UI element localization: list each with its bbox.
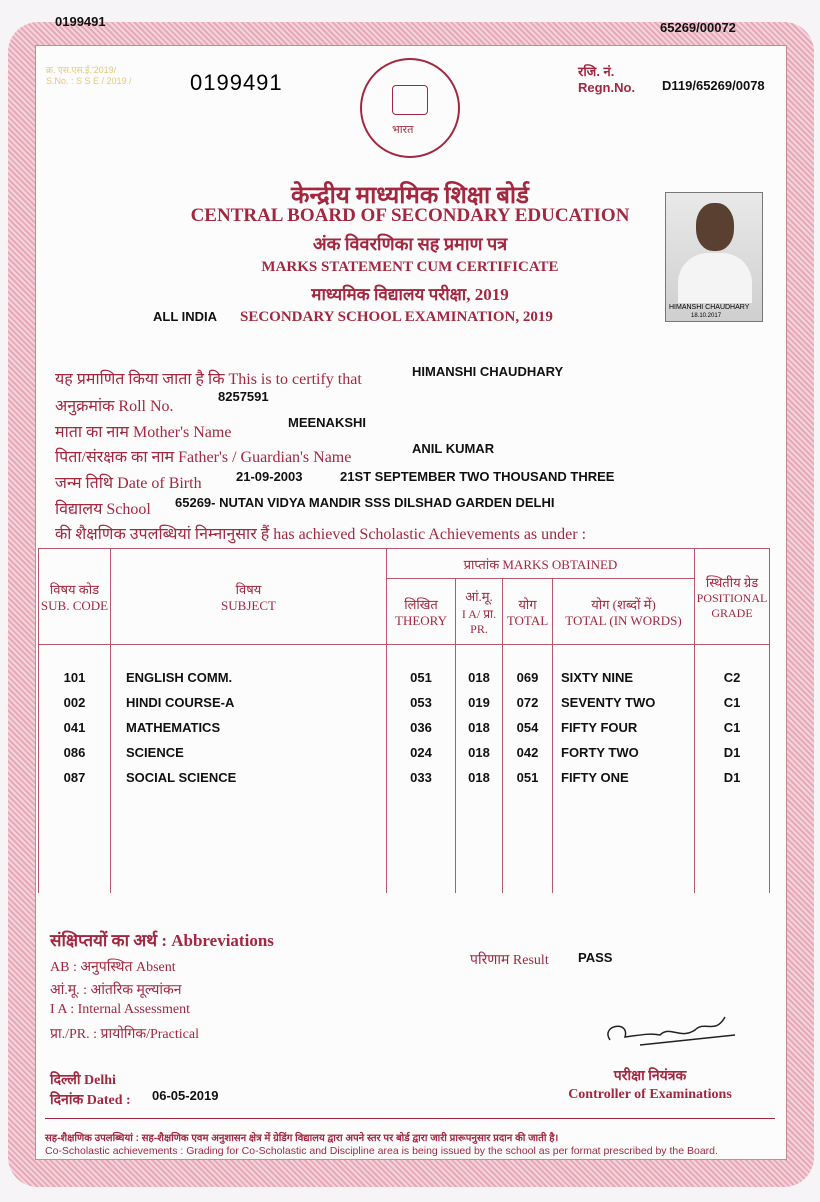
note: Co-Scholastic achievements : Grading for Co-Scholastic and Discipline area is being issued by the school as per format prescribed by the Board. bbox=[45, 1145, 718, 1157]
issue-date: 06-05-2019 bbox=[152, 1088, 219, 1103]
column-words bbox=[553, 645, 695, 894]
cell-total: 042 bbox=[516, 745, 539, 760]
board-name: CENTRAL BOARD OF SECONDARY EDUCATION bbox=[190, 205, 630, 226]
cell-grade: C1 bbox=[723, 720, 741, 735]
h-grade-hi: स्थितीय ग्रेड bbox=[705, 574, 759, 590]
cell-code: 101 bbox=[63, 670, 86, 685]
controller-label-hi: परीक्षा नियंत्रक bbox=[613, 1069, 687, 1084]
scope: ALL INDIA bbox=[153, 309, 218, 324]
cell-ia: 018 bbox=[468, 770, 490, 785]
column-subject bbox=[111, 645, 387, 894]
column-ia bbox=[456, 645, 503, 894]
school-label: विद्यालय School bbox=[55, 501, 151, 518]
footer-divider bbox=[45, 1118, 775, 1119]
mother-name: MEENAKSHI bbox=[288, 415, 367, 430]
h-grade: POSITIONAL GRADE bbox=[696, 590, 768, 620]
abbr-practical: प्रा./PR. : प्रायोगिक/Practical bbox=[50, 1027, 199, 1042]
abbr-title: संक्षिप्तयों का अर्थ : Abbreviations bbox=[50, 931, 274, 950]
marks-table bbox=[38, 548, 770, 893]
header-ia bbox=[456, 579, 503, 645]
photo-date: 18.10.2017 bbox=[691, 313, 722, 319]
header-total bbox=[503, 579, 553, 645]
roll-number: 8257591 bbox=[218, 389, 269, 404]
h-total-hi: योग bbox=[518, 596, 537, 612]
header-subject bbox=[111, 549, 387, 645]
cell-subject: SOCIAL SCIENCE bbox=[126, 770, 237, 785]
cell-ia: 018 bbox=[468, 670, 490, 685]
dob-words: 21ST SEPTEMBER TWO THOUSAND THREE bbox=[340, 469, 615, 484]
photo-caption: HIMANSHI CHAUDHARY bbox=[669, 304, 750, 311]
regn-label: Regn.No. bbox=[578, 80, 636, 95]
cbse-emblem bbox=[360, 58, 460, 158]
abbr-absent: AB : अनुपस्थित Absent bbox=[50, 960, 176, 975]
student-photo bbox=[665, 192, 763, 322]
cell-total: 069 bbox=[516, 670, 539, 685]
achieved-label: की शैक्षणिक उपलब्धियां निम्नानुसार हैं has achieved Scholastic Achievements as under : bbox=[55, 526, 587, 543]
serial-top-left: 0199491 bbox=[55, 14, 106, 29]
h-words-hi: योग (शब्दों में) bbox=[591, 596, 656, 612]
h-ia: I A/ प्रा. PR. bbox=[461, 606, 497, 636]
h-subject: SUBJECT bbox=[221, 597, 276, 613]
header-marks: प्राप्तांक MARKS OBTAINED bbox=[387, 549, 695, 579]
cell-subject: ENGLISH COMM. bbox=[126, 670, 233, 685]
cell-theory: 024 bbox=[410, 745, 432, 760]
regn-number: D119/65269/0078 bbox=[662, 78, 765, 93]
cell-theory: 053 bbox=[410, 695, 432, 710]
column-total bbox=[503, 645, 553, 894]
cell-theory: 051 bbox=[410, 670, 432, 685]
book-icon bbox=[392, 85, 428, 115]
sno-label: S.No. : S S E / 2019 / bbox=[46, 76, 132, 86]
cell-grade: D1 bbox=[723, 745, 741, 760]
cell-theory: 033 bbox=[410, 770, 432, 785]
emblem-text: भारत bbox=[392, 124, 414, 136]
student-name: HIMANSHI CHAUDHARY bbox=[412, 364, 564, 379]
exam-title-hi: माध्यमिक विद्यालय परीक्षा, 2019 bbox=[311, 285, 509, 304]
header-words bbox=[553, 579, 695, 645]
cell-words: SEVENTY TWO bbox=[561, 695, 656, 710]
cell-grade: C1 bbox=[723, 695, 741, 710]
result-label: परिणाम Result bbox=[470, 953, 549, 968]
column-theory bbox=[387, 645, 456, 894]
cell-words: FIFTY ONE bbox=[561, 770, 629, 785]
abbr-ia: I A : Internal Assessment bbox=[50, 1002, 190, 1017]
cell-code: 087 bbox=[63, 770, 86, 785]
cell-code: 086 bbox=[63, 745, 86, 760]
doc-title: MARKS STATEMENT CUM CERTIFICATE bbox=[261, 259, 559, 275]
cell-total: 051 bbox=[516, 770, 539, 785]
father-label: पिता/संरक्षक का नाम Father's / Guardian's Name bbox=[55, 449, 352, 466]
photo-head bbox=[696, 203, 734, 251]
father-name: ANIL KUMAR bbox=[412, 441, 495, 456]
place: दिल्ली Delhi bbox=[50, 1073, 116, 1088]
cell-words: FORTY TWO bbox=[561, 745, 639, 760]
h-code-hi: विषय कोड bbox=[49, 581, 100, 597]
cell-total: 054 bbox=[516, 720, 539, 735]
h-subject-hi: विषय bbox=[235, 581, 262, 597]
cell-words: FIFTY FOUR bbox=[561, 720, 638, 735]
cell-words: SIXTY NINE bbox=[561, 670, 634, 685]
serial-number: 0199491 bbox=[190, 70, 283, 95]
header-grade bbox=[695, 549, 770, 645]
header-theory bbox=[387, 579, 456, 645]
header-code bbox=[39, 549, 111, 645]
regn-label-hi: रजि. नं. bbox=[578, 64, 615, 79]
h-code: SUB. CODE bbox=[40, 597, 109, 613]
controller-label: Controller of Examinations bbox=[568, 1087, 732, 1102]
h-words: TOTAL (IN WORDS) bbox=[565, 612, 682, 628]
column-code bbox=[39, 645, 111, 894]
cell-code: 002 bbox=[63, 695, 86, 710]
abbr-ia-hi: आं.मू. : आंतरिक मूल्यांकन bbox=[50, 983, 182, 998]
school-name: 65269- NUTAN VIDYA MANDIR SSS DILSHAD GARDEN DELHI bbox=[175, 495, 555, 510]
h-ia-hi: आं.मू. bbox=[465, 588, 493, 604]
mother-label: माता का नाम Mother's Name bbox=[55, 424, 232, 441]
cell-theory: 036 bbox=[410, 720, 432, 735]
board-name-hi: केन्द्रीय माध्यमिक शिक्षा बोर्ड bbox=[291, 183, 529, 209]
certify-label: यह प्रमाणित किया जाता है कि This is to certify that bbox=[55, 371, 362, 388]
cell-ia: 018 bbox=[468, 745, 490, 760]
result-value: PASS bbox=[578, 950, 613, 965]
cell-subject: HINDI COURSE-A bbox=[126, 695, 235, 710]
cell-grade: C2 bbox=[723, 670, 741, 685]
controller-signature bbox=[600, 1005, 740, 1055]
h-theory-hi: लिखित bbox=[404, 596, 438, 612]
cell-grade: D1 bbox=[723, 770, 741, 785]
sno-label-hi: क्र. एस.एस.ई.'2019/ bbox=[46, 65, 117, 75]
h-total: TOTAL bbox=[506, 612, 549, 628]
note-hi: सह-शैक्षणिक उपलब्धियां : सह-शैक्षणिक एवम अनुशासन क्षेत्र में ग्रेडिंग विद्यालय द्वारा अपने स्तर पर बोर्ड द्वारा जारी प्रारूपनुसार प्रदान की जाती है। bbox=[45, 1133, 559, 1144]
exam-title: SECONDARY SCHOOL EXAMINATION, 2019 bbox=[240, 309, 553, 325]
serial-top-right: 65269/00072 bbox=[660, 20, 736, 35]
marks-rows bbox=[39, 645, 770, 894]
column-grade bbox=[695, 645, 770, 894]
cell-subject: MATHEMATICS bbox=[126, 720, 221, 735]
doc-title-hi: अंक विवरणिका सह प्रमाण पत्र bbox=[312, 234, 508, 254]
dated-label: दिनांक Dated : bbox=[50, 1093, 131, 1108]
cell-ia: 018 bbox=[468, 720, 490, 735]
photo-body bbox=[678, 253, 752, 303]
dob-label: जन्म तिथि Date of Birth bbox=[55, 475, 202, 492]
cell-subject: SCIENCE bbox=[126, 745, 184, 760]
roll-label: अनुक्रमांक Roll No. bbox=[55, 398, 174, 415]
cell-total: 072 bbox=[516, 695, 539, 710]
h-theory: THEORY bbox=[395, 612, 447, 628]
cell-code: 041 bbox=[63, 720, 86, 735]
dob: 21-09-2003 bbox=[236, 469, 303, 484]
cell-ia: 019 bbox=[468, 695, 490, 710]
